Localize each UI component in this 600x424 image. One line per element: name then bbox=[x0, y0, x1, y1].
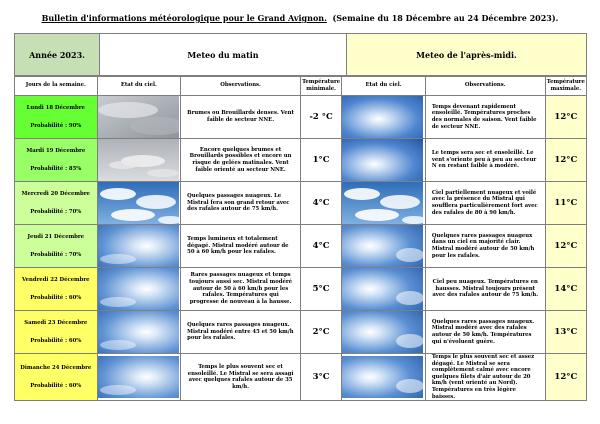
day-name: Samedi 23 Décembre bbox=[24, 319, 88, 326]
temp-min: -2 °C bbox=[300, 96, 341, 139]
day-name: Jeudi 21 Décembre bbox=[27, 233, 85, 240]
morning-observation: Encore quelques brumes et Brouillards possibles et encore un risque de gelées matinales. Vent faible orienté au secteur NNE. bbox=[181, 139, 301, 182]
day-cell bbox=[15, 182, 98, 225]
temp-max: 12°C bbox=[545, 96, 586, 139]
day-row bbox=[15, 268, 587, 311]
day-row bbox=[15, 182, 587, 225]
day-probability: Probabilité : 70% bbox=[30, 251, 82, 258]
sky-morning-sunny-haze-icon bbox=[97, 268, 181, 311]
day-cell bbox=[15, 139, 98, 182]
day-probability: Probabilité : 60% bbox=[30, 337, 82, 344]
col-sky-morning: Etat du ciel. bbox=[97, 76, 181, 96]
temp-max: 12°C bbox=[545, 225, 586, 268]
afternoon-observation: Quelques rares passages nuageux dans un ciel en majorité clair. Mistral modéré autour de 50 km/h pour les rafales. bbox=[425, 225, 545, 268]
day-name: Mercredi 20 Décembre bbox=[21, 190, 90, 197]
temp-min: 4°C bbox=[300, 182, 341, 225]
title-main: Bulletin d'informations météorologique pour le Grand Avignon. bbox=[41, 13, 327, 23]
day-cell bbox=[15, 311, 98, 354]
sky-afternoon-sunny-cloud-icon bbox=[342, 354, 426, 401]
title-period: (Semaine du 18 Décembre au 24 Décembre 2023). bbox=[332, 13, 559, 23]
afternoon-header: Meteo de l'après-midi. bbox=[347, 34, 587, 77]
sky-afternoon-sunny-cloud-icon bbox=[342, 225, 426, 268]
day-name: Dimanche 24 Décembre bbox=[20, 365, 92, 372]
day-cell bbox=[15, 225, 98, 268]
temp-min: 1°C bbox=[300, 139, 341, 182]
morning-observation: Brumes ou Brouillards denses. Vent faible de secteur NNE. bbox=[181, 96, 301, 139]
col-tmax: Température maximale. bbox=[545, 76, 586, 96]
day-row bbox=[15, 139, 587, 182]
temp-min: 5°C bbox=[300, 268, 341, 311]
temp-min: 3°C bbox=[300, 354, 341, 401]
sky-afternoon-partly-cloudy-icon bbox=[342, 182, 426, 225]
day-name: Vendredi 22 Décembre bbox=[22, 276, 90, 283]
sky-afternoon-sunny-cloud-icon bbox=[342, 268, 426, 311]
morning-observation: Quelques rares passages nuageux. Mistral modéré entre 45 et 50 km/h pour les rafales. bbox=[181, 311, 301, 354]
sky-afternoon-sunny-cloud-icon bbox=[342, 311, 426, 354]
morning-header: Meteo du matin bbox=[100, 34, 347, 77]
day-row bbox=[15, 96, 587, 139]
afternoon-observation: Le temps sera sec et ensoleillé. Le vent s'oriente peu à peu au secteur N en restant faible à modéré. bbox=[425, 139, 545, 182]
forecast-table bbox=[14, 75, 587, 401]
temp-max: 14°C bbox=[545, 268, 586, 311]
afternoon-observation: Temps devenant rapidement ensoleillé. Températures proches des normales de saison. Vent faible de secteur NNE. bbox=[425, 96, 545, 139]
col-sky-afternoon: Etat du ciel. bbox=[342, 76, 426, 96]
temp-min: 2°C bbox=[300, 311, 341, 354]
day-row bbox=[15, 354, 587, 401]
sky-morning-sunny-haze-icon bbox=[97, 311, 181, 354]
sky-morning-sunny-haze-icon bbox=[97, 225, 181, 268]
day-probability: Probabilité : 60% bbox=[30, 382, 82, 389]
sky-morning-sunny-haze-icon bbox=[97, 354, 181, 401]
col-obs-afternoon: Observations. bbox=[425, 76, 545, 96]
afternoon-observation: Ciel partiellement nuageux et voilé avec la présence du Mistral qui soufflera particulièrement fort avec des rafales de 80 à 90 km/h. bbox=[425, 182, 545, 225]
sky-morning-partly-cloudy-icon bbox=[97, 182, 181, 225]
day-probability: Probabilité : 90% bbox=[30, 122, 82, 129]
temp-max: 13°C bbox=[545, 311, 586, 354]
sky-afternoon-sunny-icon bbox=[342, 96, 426, 139]
temp-max: 12°C bbox=[545, 139, 586, 182]
morning-observation: Temps le plus souvent sec et ensoleillé. Le Mistral se sera assagi avec quelques rafales autour de 35 km/h. bbox=[181, 354, 301, 401]
day-cell bbox=[15, 354, 98, 401]
morning-observation: Rares passages nuageux et temps toujours aussi sec. Mistral modéré autour de 50 à 60 km/h pour les rafales. Températures qui progresse de nouveau à la hausse. bbox=[181, 268, 301, 311]
day-name: Lundi 18 Décembre bbox=[26, 104, 85, 111]
temp-max: 12°C bbox=[545, 354, 586, 401]
col-day: Jours de la semaine. bbox=[15, 76, 98, 96]
year-cell: Année 2023. bbox=[15, 34, 100, 77]
sky-morning-fog-clouds-icon bbox=[97, 139, 181, 182]
sky-afternoon-sunny-clear-icon bbox=[342, 139, 426, 182]
day-cell bbox=[15, 268, 98, 311]
afternoon-observation: Temps le plus souvent sec et assez dégagé. Le Mistral se sera complètement calmé avec encore quelques filets d'air autour de 20 km/h (vent orienté au Nord). Températures en très légère baisses. bbox=[425, 354, 545, 401]
day-row bbox=[15, 225, 587, 268]
day-probability: Probabilité : 60% bbox=[30, 294, 82, 301]
col-obs-morning: Observations. bbox=[181, 76, 301, 96]
morning-observation: Temps lumineux et totalement dégagé. Mistral modéré autour de 50 à 60 km/h pour les rafales. bbox=[181, 225, 301, 268]
morning-observation: Quelques passages nuageux. Le Mistral fera son grand retour avec des rafales autour de 75 km/h. bbox=[181, 182, 301, 225]
afternoon-observation: Quelques rares passages nuageux. Mistral modéré avec des rafales autour de 50 km/h. Températures qui n'évoluent guère. bbox=[425, 311, 545, 354]
day-name: Mardi 19 Décembre bbox=[26, 147, 86, 154]
day-probability: Probabilité : 70% bbox=[30, 208, 82, 215]
bulletin-title bbox=[0, 13, 600, 23]
col-tmin: Température minimale. bbox=[300, 76, 341, 96]
afternoon-observation: Ciel peu nuageux. Températures en hausses. Mistral toujours présent avec des rafales autour de 75 km/h. bbox=[425, 268, 545, 311]
day-row bbox=[15, 311, 587, 354]
day-probability: Probabilité : 85% bbox=[30, 165, 82, 172]
temp-max: 11°C bbox=[545, 182, 586, 225]
sky-morning-fog-overcast-icon bbox=[97, 96, 181, 139]
temp-min: 4°C bbox=[300, 225, 341, 268]
day-cell bbox=[15, 96, 98, 139]
header-table bbox=[14, 33, 587, 77]
